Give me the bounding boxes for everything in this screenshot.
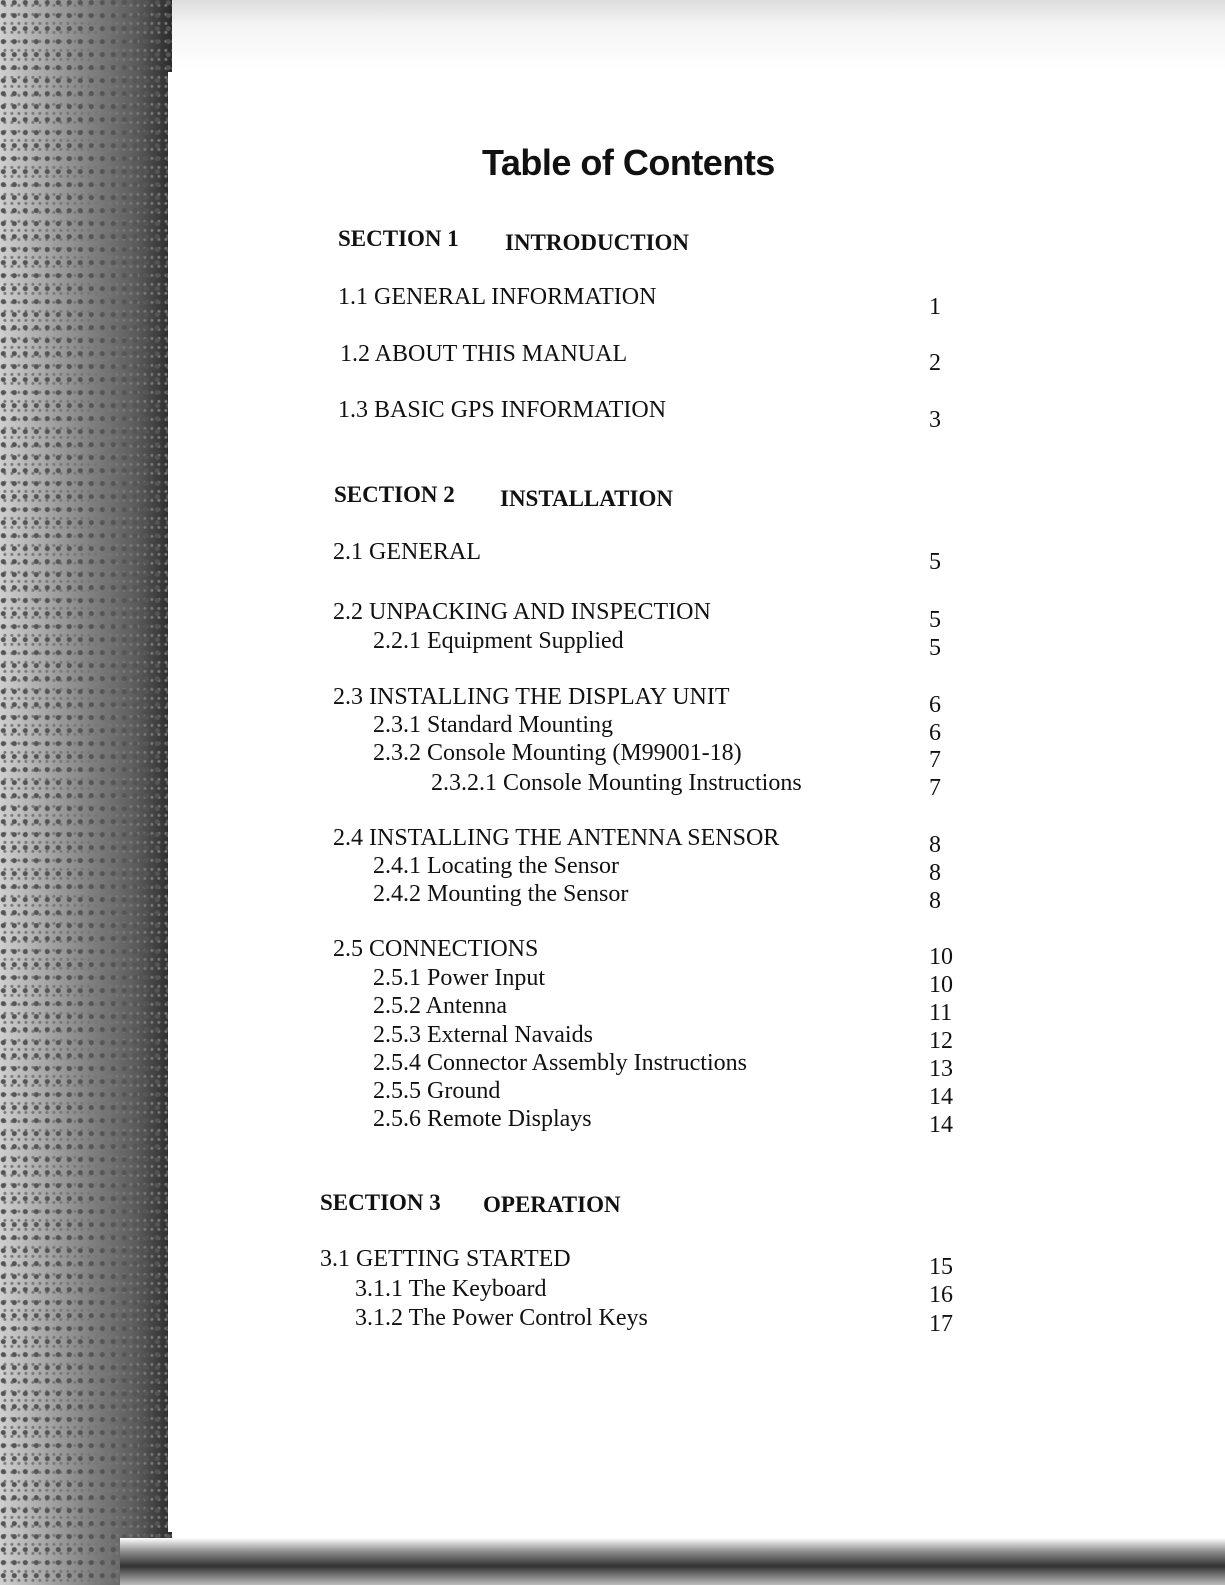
toc-page-number: 6 (929, 692, 941, 718)
toc-page-number: 13 (929, 1056, 953, 1082)
toc-entry: 2.5.4 Connector Assembly Instructions (373, 1050, 747, 1076)
toc-entry: 2.5.1 Power Input (373, 965, 545, 991)
toc-page-number: 15 (929, 1254, 953, 1280)
toc-page-number: 10 (929, 944, 953, 970)
toc-page-number: 16 (929, 1282, 953, 1308)
toc-page-number: 5 (929, 549, 941, 575)
toc-page-number: 17 (929, 1311, 953, 1337)
toc-entry: 1.3 BASIC GPS INFORMATION (338, 397, 667, 423)
toc-entry: 2.2 UNPACKING AND INSPECTION (333, 599, 711, 625)
toc-entry: 2.5.3 External Navaids (373, 1022, 593, 1048)
toc-page-number: 7 (929, 775, 941, 801)
toc-page-number: 14 (929, 1112, 953, 1138)
toc-page-number: 8 (929, 832, 941, 858)
section-1-label: SECTION 1 (338, 226, 459, 251)
toc-entry: 3.1.1 The Keyboard (355, 1276, 547, 1302)
toc-entry: 1.1 GENERAL INFORMATION (338, 284, 657, 310)
toc-entry: 2.3.2 Console Mounting (M99001-18) (373, 740, 742, 766)
section-3-title: OPERATION (483, 1192, 621, 1217)
page-title: Table of Contents (482, 142, 775, 183)
toc-page-number: 11 (929, 1000, 953, 1026)
toc-entry: 2.4.1 Locating the Sensor (373, 853, 619, 879)
toc-entry: 2.5.2 Antenna (373, 993, 507, 1019)
toc-page-number: 7 (929, 747, 941, 773)
toc-entry: 1.2 ABOUT THIS MANUAL (340, 341, 628, 367)
section-2-title: INSTALLATION (500, 486, 673, 511)
toc-page-number: 8 (929, 888, 941, 914)
section-1-title: INTRODUCTION (505, 230, 690, 255)
toc-entry: 2.5.6 Remote Displays (373, 1106, 592, 1132)
toc-page-number: 1 (929, 294, 941, 320)
scan-top-edge (0, 0, 1225, 72)
toc-page-number: 6 (929, 720, 941, 746)
toc-entry: 2.3.1 Standard Mounting (373, 712, 613, 738)
toc-entry: 3.1 GETTING STARTED (320, 1246, 571, 1272)
scan-bottom-edge (120, 1538, 1225, 1585)
toc-page-number: 5 (929, 635, 941, 661)
toc-entry: 2.1 GENERAL (333, 539, 481, 565)
toc-entry: 2.3.2.1 Console Mounting Instructions (431, 770, 802, 796)
section-3-label: SECTION 3 (320, 1190, 441, 1215)
toc-page-number: 3 (929, 407, 941, 433)
toc-page-number: 8 (929, 860, 941, 886)
toc-entry: 2.2.1 Equipment Supplied (373, 628, 624, 654)
toc-entry: 3.1.2 The Power Control Keys (355, 1305, 648, 1331)
scan-left-shadow (0, 0, 172, 1585)
toc-page-number: 10 (929, 972, 953, 998)
document-page (168, 72, 1168, 1532)
toc-page-number: 5 (929, 607, 941, 633)
toc-entry: 2.5 CONNECTIONS (333, 936, 539, 962)
toc-entry: 2.4 INSTALLING THE ANTENNA SENSOR (333, 825, 780, 851)
toc-page-number: 2 (929, 350, 941, 376)
toc-page-number: 14 (929, 1084, 953, 1110)
toc-entry: 2.3 INSTALLING THE DISPLAY UNIT (333, 684, 730, 710)
toc-entry: 2.4.2 Mounting the Sensor (373, 881, 629, 907)
section-2-label: SECTION 2 (334, 482, 455, 507)
toc-page-number: 12 (929, 1028, 953, 1054)
toc-entry: 2.5.5 Ground (373, 1078, 501, 1104)
